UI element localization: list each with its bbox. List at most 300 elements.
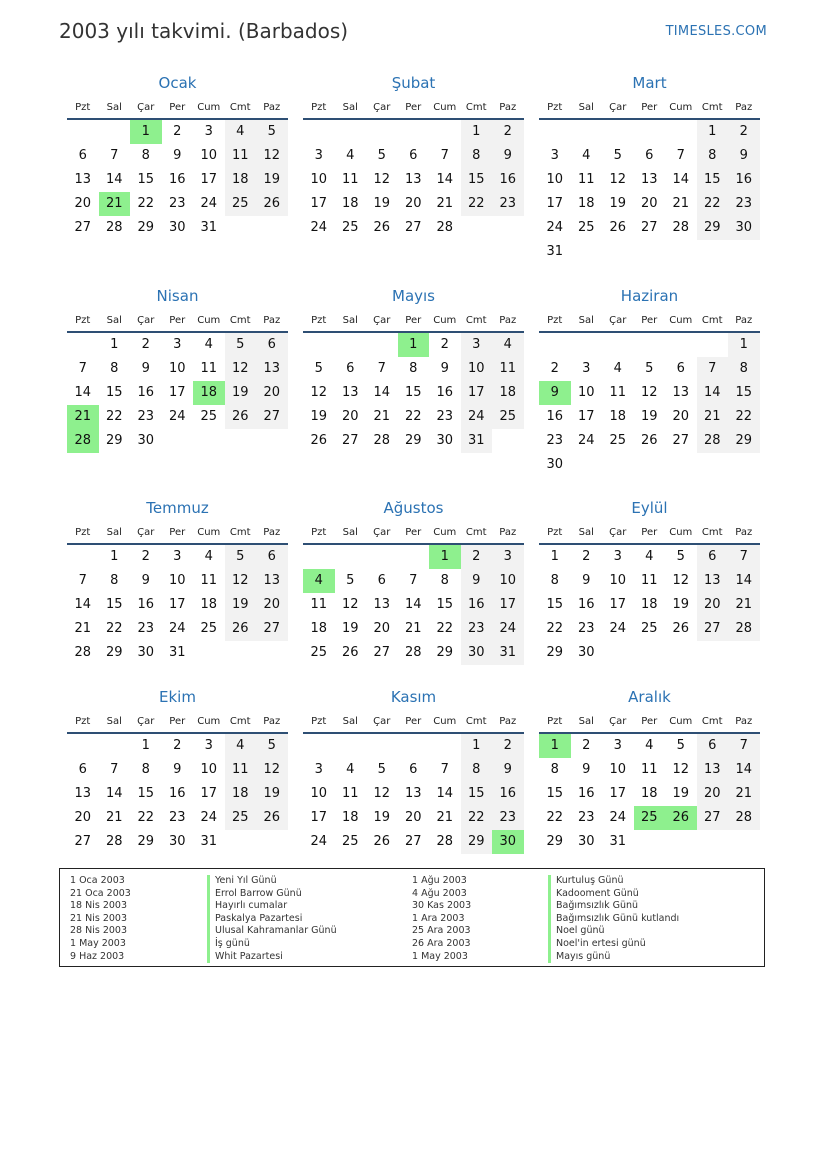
day-cell: 27	[640, 220, 658, 235]
day-cell: 17	[461, 381, 493, 405]
weekday-label: Pzt	[547, 315, 563, 326]
day-cell: 11	[640, 762, 658, 777]
day-cell: 14	[373, 385, 391, 400]
brand-link[interactable]: TIMESLES.COM	[665, 24, 767, 39]
day-cell: 3	[314, 148, 323, 163]
weekday-label: Cum	[197, 102, 221, 113]
day-cell: 15	[105, 385, 123, 400]
day-cell: 29	[404, 433, 422, 448]
day-cell: 24	[492, 617, 524, 641]
day-cell: 29	[546, 834, 564, 849]
weekday-label: Sal	[342, 102, 358, 113]
day-cell: 18	[225, 168, 257, 192]
day-cell: 2	[141, 337, 150, 352]
day-cell: 22	[546, 621, 564, 636]
day-cell: 19	[225, 381, 257, 405]
weekday-label: Cum	[669, 315, 693, 326]
day-cell: 24	[310, 834, 328, 849]
day-cell: 23	[546, 433, 564, 448]
day-cell: 25	[341, 834, 359, 849]
day-cell: 10	[168, 361, 186, 376]
weekday-label: Paz	[735, 527, 753, 538]
day-cell: 27	[697, 806, 729, 830]
day-cell: 6	[409, 762, 418, 777]
empty-cell	[571, 333, 603, 357]
weekday-label: Sal	[106, 527, 122, 538]
day-cell: 3	[204, 738, 213, 753]
day-cell: 2	[461, 545, 493, 569]
day-cell: 25	[200, 409, 218, 424]
day-cell: 28	[105, 220, 123, 235]
legend-holiday-name: Kurtuluş Günü	[548, 875, 679, 888]
day-cell: 2	[550, 361, 559, 376]
day-cell: 31	[492, 641, 524, 665]
day-cell: 6	[377, 573, 386, 588]
day-cell: 23	[492, 192, 524, 216]
day-cell: 26	[256, 806, 288, 830]
day-cell: 11	[577, 172, 595, 187]
weekday-label: Cmt	[701, 716, 723, 727]
empty-cell	[634, 333, 666, 357]
day-cell: 21	[672, 196, 690, 211]
day-cell: 27	[74, 834, 92, 849]
day-cell: 17	[310, 810, 328, 825]
day-cell: 8	[550, 573, 559, 588]
day-cell: 26	[310, 433, 328, 448]
day-cell: 11	[200, 361, 218, 376]
day-cell: 13	[640, 172, 658, 187]
day-cell: 29	[546, 645, 564, 660]
day-cell: 9	[173, 762, 182, 777]
day-cell: 8	[461, 144, 493, 168]
day-grid	[303, 333, 524, 453]
day-cell: 15	[546, 786, 564, 801]
day-cell: 13	[697, 758, 729, 782]
day-cell: 7	[78, 573, 87, 588]
weekday-label: Sal	[106, 716, 122, 727]
day-cell: 17	[609, 786, 627, 801]
weekday-label: Pzt	[311, 527, 327, 538]
weekday-header	[303, 521, 524, 545]
day-cell: 14	[74, 385, 92, 400]
day-cell: 4	[225, 120, 257, 144]
day-cell: 14	[728, 758, 760, 782]
day-cell: 24	[200, 810, 218, 825]
day-cell: 19	[373, 810, 391, 825]
empty-cell	[303, 120, 335, 144]
day-cell: 11	[200, 573, 218, 588]
day-cell: 1	[728, 333, 760, 357]
day-cell: 28	[74, 645, 92, 660]
weekday-label: Cum	[197, 315, 221, 326]
day-cell: 28	[697, 429, 729, 453]
day-cell: 12	[373, 172, 391, 187]
weekday-header	[539, 521, 760, 545]
day-cell: 13	[697, 569, 729, 593]
day-cell: 17	[168, 385, 186, 400]
empty-cell	[429, 734, 461, 758]
day-cell: 9	[492, 758, 524, 782]
day-cell: 2	[141, 549, 150, 564]
day-cell: 11	[341, 172, 359, 187]
day-cell: 3	[613, 738, 622, 753]
day-cell: 7	[676, 148, 685, 163]
day-cell: 8	[141, 762, 150, 777]
weekday-label: Cum	[669, 527, 693, 538]
day-cell: 22	[546, 810, 564, 825]
day-cell: 28	[404, 645, 422, 660]
weekday-label: Sal	[342, 527, 358, 538]
weekday-label: Cmt	[701, 102, 723, 113]
day-cell: 30	[436, 433, 454, 448]
day-grid	[67, 120, 288, 240]
day-cell: 6	[645, 148, 654, 163]
legend-date: 28 Nis 2003	[70, 925, 127, 937]
day-cell: 24	[461, 405, 493, 429]
weekday-label: Cum	[433, 315, 457, 326]
weekday-label: Pzt	[75, 716, 91, 727]
day-cell: 22	[436, 621, 454, 636]
holiday-day: 26	[665, 806, 697, 830]
day-cell: 7	[440, 148, 449, 163]
weekday-label: Cmt	[701, 315, 723, 326]
day-cell: 2	[440, 337, 449, 352]
day-cell: 25	[609, 433, 627, 448]
day-cell: 6	[78, 762, 87, 777]
day-cell: 18	[310, 621, 328, 636]
day-cell: 27	[74, 220, 92, 235]
day-cell: 21	[105, 810, 123, 825]
day-cell: 1	[110, 549, 119, 564]
weekday-header	[303, 710, 524, 734]
day-cell: 9	[173, 148, 182, 163]
weekday-label: Per	[641, 716, 658, 727]
day-cell: 5	[256, 120, 288, 144]
empty-cell	[398, 545, 430, 569]
day-cell: 8	[728, 357, 760, 381]
day-cell: 24	[577, 433, 595, 448]
day-cell: 11	[310, 597, 328, 612]
weekday-label: Paz	[735, 102, 753, 113]
day-cell: 15	[461, 782, 493, 806]
day-cell: 17	[577, 409, 595, 424]
day-cell: 5	[613, 148, 622, 163]
day-cell: 22	[404, 409, 422, 424]
day-cell: 30	[546, 457, 564, 472]
day-cell: 21	[404, 621, 422, 636]
month-name: Eylül	[631, 499, 668, 517]
weekday-label: Sal	[578, 102, 594, 113]
empty-cell	[335, 545, 367, 569]
day-cell: 22	[697, 192, 729, 216]
empty-cell	[335, 734, 367, 758]
day-cell: 13	[341, 385, 359, 400]
day-cell: 27	[404, 834, 422, 849]
day-cell: 8	[461, 758, 493, 782]
day-cell: 10	[200, 762, 218, 777]
day-cell: 25	[200, 621, 218, 636]
day-cell: 4	[645, 549, 654, 564]
weekday-label: Çar	[137, 315, 155, 326]
holiday-day: 21	[99, 192, 131, 216]
day-cell: 7	[728, 545, 760, 569]
day-cell: 17	[310, 196, 328, 211]
day-cell: 22	[105, 621, 123, 636]
day-cell: 29	[728, 429, 760, 453]
holiday-day: 4	[303, 569, 335, 593]
day-cell: 3	[582, 361, 591, 376]
day-cell: 23	[728, 192, 760, 216]
month-9	[539, 495, 760, 665]
legend-holiday-name: Yeni Yıl Günü	[207, 875, 337, 888]
month-4	[67, 283, 288, 453]
empty-cell	[303, 333, 335, 357]
weekday-label: Paz	[499, 716, 517, 727]
weekday-label: Paz	[499, 315, 517, 326]
day-cell: 10	[492, 569, 524, 593]
weekday-header	[303, 96, 524, 120]
day-cell: 20	[640, 196, 658, 211]
day-cell: 25	[577, 220, 595, 235]
weekday-label: Çar	[609, 102, 627, 113]
day-cell: 9	[461, 569, 493, 593]
day-cell: 10	[168, 573, 186, 588]
day-cell: 15	[436, 597, 454, 612]
day-cell: 17	[168, 597, 186, 612]
weekday-header	[539, 309, 760, 333]
day-cell: 20	[256, 381, 288, 405]
holiday-day: 9	[539, 381, 571, 405]
day-cell: 11	[341, 786, 359, 801]
legend-date: 1 May 2003	[70, 937, 126, 949]
day-cell: 14	[105, 172, 123, 187]
legend-date: 21 Nis 2003	[70, 912, 127, 924]
day-cell: 13	[256, 357, 288, 381]
day-cell: 16	[168, 786, 186, 801]
day-cell: 9	[728, 144, 760, 168]
day-cell: 14	[436, 786, 454, 801]
holiday-day: 18	[193, 381, 225, 405]
day-cell: 26	[640, 433, 658, 448]
day-cell: 12	[640, 385, 658, 400]
weekday-label: Cmt	[229, 716, 251, 727]
day-cell: 15	[137, 172, 155, 187]
day-cell: 6	[409, 148, 418, 163]
day-cell: 4	[645, 738, 654, 753]
empty-cell	[366, 333, 398, 357]
day-cell: 24	[168, 409, 186, 424]
day-cell: 16	[492, 782, 524, 806]
day-cell: 20	[697, 593, 729, 617]
month-12	[539, 684, 760, 854]
day-cell: 5	[645, 361, 654, 376]
day-cell: 6	[78, 148, 87, 163]
day-cell: 13	[74, 786, 92, 801]
day-cell: 8	[550, 762, 559, 777]
day-cell: 10	[546, 172, 564, 187]
weekday-label: Cum	[433, 716, 457, 727]
weekday-label: Pzt	[311, 315, 327, 326]
weekday-label: Sal	[342, 716, 358, 727]
day-cell: 23	[168, 196, 186, 211]
day-cell: 5	[225, 333, 257, 357]
day-cell: 19	[256, 782, 288, 806]
day-cell: 13	[256, 569, 288, 593]
day-cell: 6	[346, 361, 355, 376]
day-cell: 16	[436, 385, 454, 400]
legend-holiday-name: Whit Pazartesi	[207, 951, 337, 964]
day-cell: 27	[341, 433, 359, 448]
day-grid	[67, 333, 288, 453]
day-cell: 3	[173, 549, 182, 564]
day-cell: 28	[728, 617, 760, 641]
month-name: Nisan	[156, 287, 199, 305]
day-cell: 28	[436, 834, 454, 849]
day-cell: 22	[461, 192, 493, 216]
day-cell: 3	[173, 337, 182, 352]
weekday-label: Per	[641, 315, 658, 326]
day-grid	[303, 545, 524, 665]
day-cell: 2	[173, 738, 182, 753]
weekday-label: Cum	[433, 527, 457, 538]
day-cell: 23	[577, 810, 595, 825]
weekday-label: Sal	[578, 315, 594, 326]
weekday-label: Paz	[499, 102, 517, 113]
day-cell: 16	[137, 597, 155, 612]
empty-cell	[602, 120, 634, 144]
day-cell: 4	[204, 337, 213, 352]
day-cell: 15	[461, 168, 493, 192]
day-cell: 25	[341, 220, 359, 235]
day-cell: 13	[404, 786, 422, 801]
day-cell: 25	[225, 806, 257, 830]
day-grid	[303, 734, 524, 854]
day-grid	[67, 734, 288, 854]
day-cell: 28	[373, 433, 391, 448]
weekday-label: Çar	[609, 716, 627, 727]
day-grid	[539, 545, 760, 665]
day-cell: 6	[697, 545, 729, 569]
weekday-label: Paz	[263, 102, 281, 113]
weekday-label: Cum	[197, 527, 221, 538]
day-cell: 7	[110, 148, 119, 163]
day-cell: 16	[168, 172, 186, 187]
day-cell: 18	[640, 786, 658, 801]
day-cell: 1	[461, 120, 493, 144]
legend-date: 1 May 2003	[412, 950, 468, 962]
weekday-label: Cmt	[229, 527, 251, 538]
weekday-label: Cum	[197, 716, 221, 727]
day-cell: 26	[373, 220, 391, 235]
weekday-label: Çar	[137, 102, 155, 113]
weekday-label: Cmt	[465, 527, 487, 538]
day-cell: 28	[436, 220, 454, 235]
day-cell: 16	[492, 168, 524, 192]
day-cell: 1	[141, 738, 150, 753]
day-cell: 1	[697, 120, 729, 144]
day-cell: 31	[200, 220, 218, 235]
day-cell: 3	[461, 333, 493, 357]
day-cell: 16	[546, 409, 564, 424]
empty-cell	[67, 120, 99, 144]
empty-cell	[697, 333, 729, 357]
day-cell: 28	[672, 220, 690, 235]
empty-cell	[602, 333, 634, 357]
weekday-label: Paz	[263, 315, 281, 326]
empty-cell	[335, 120, 367, 144]
weekday-label: Çar	[373, 102, 391, 113]
day-cell: 13	[74, 172, 92, 187]
holiday-day: 28	[67, 429, 99, 453]
day-cell: 17	[200, 172, 218, 187]
weekday-header	[539, 96, 760, 120]
weekday-label: Paz	[499, 527, 517, 538]
weekday-label: Per	[169, 716, 186, 727]
day-cell: 28	[105, 834, 123, 849]
weekday-label: Çar	[137, 716, 155, 727]
month-10	[67, 684, 288, 854]
day-cell: 26	[373, 834, 391, 849]
day-cell: 13	[672, 385, 690, 400]
day-cell: 12	[672, 573, 690, 588]
day-cell: 10	[200, 148, 218, 163]
day-cell: 22	[105, 409, 123, 424]
legend-holiday-name: Ulusal Kahramanlar Günü	[207, 925, 337, 938]
day-cell: 6	[256, 545, 288, 569]
legend-holiday-name: Bağımsızlık Günü	[548, 900, 679, 913]
weekday-label: Çar	[137, 527, 155, 538]
legend-date: 1 Ağu 2003	[412, 875, 467, 886]
day-cell: 27	[404, 220, 422, 235]
day-cell: 30	[168, 834, 186, 849]
day-cell: 23	[461, 617, 493, 641]
day-cell: 9	[582, 573, 591, 588]
month-name: Temmuz	[146, 499, 209, 517]
empty-cell	[571, 120, 603, 144]
empty-cell	[665, 333, 697, 357]
weekday-label: Pzt	[75, 315, 91, 326]
day-cell: 13	[404, 172, 422, 187]
day-cell: 4	[204, 549, 213, 564]
weekday-header	[539, 710, 760, 734]
day-cell: 12	[341, 597, 359, 612]
day-cell: 2	[582, 549, 591, 564]
month-6	[539, 283, 760, 477]
day-cell: 5	[346, 573, 355, 588]
day-cell: 8	[697, 144, 729, 168]
day-cell: 12	[256, 144, 288, 168]
empty-cell	[335, 333, 367, 357]
day-cell: 17	[609, 597, 627, 612]
day-cell: 5	[377, 762, 386, 777]
day-cell: 6	[697, 734, 729, 758]
weekday-label: Per	[405, 315, 422, 326]
day-cell: 16	[577, 597, 595, 612]
weekday-label: Paz	[263, 527, 281, 538]
day-cell: 14	[404, 597, 422, 612]
day-cell: 11	[492, 357, 524, 381]
day-cell: 6	[676, 361, 685, 376]
day-grid	[67, 545, 288, 665]
day-cell: 7	[440, 762, 449, 777]
weekday-label: Cmt	[229, 102, 251, 113]
weekday-label: Cmt	[229, 315, 251, 326]
weekday-label: Pzt	[75, 527, 91, 538]
day-cell: 22	[461, 806, 493, 830]
day-cell: 16	[728, 168, 760, 192]
month-2	[303, 70, 524, 240]
day-cell: 29	[137, 220, 155, 235]
